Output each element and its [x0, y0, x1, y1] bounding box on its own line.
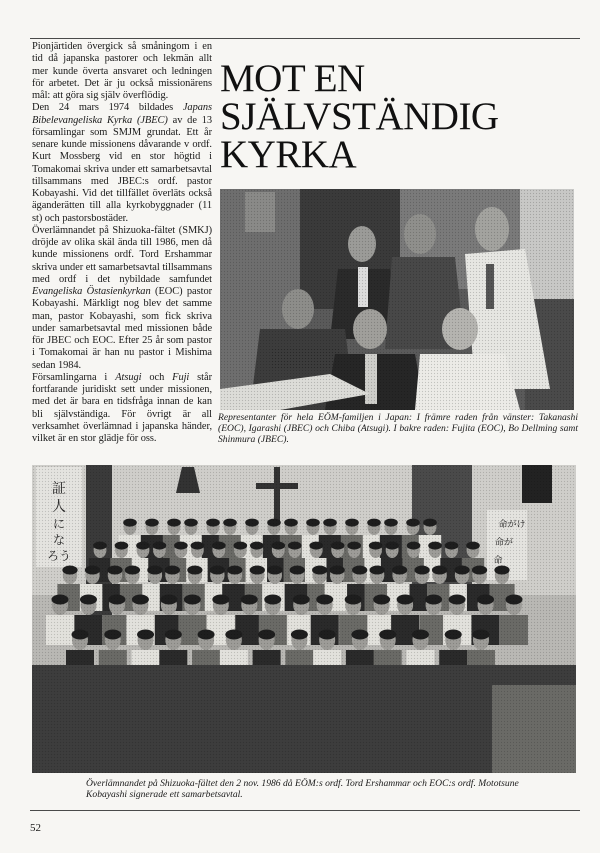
paragraph — [32, 102, 212, 225]
italic-text: Evangeliska Östasienkyrkan — [32, 286, 151, 297]
bottom-rule — [30, 810, 580, 811]
photo-caption: Överlämnandet på Shizuoka-fältet den 2 nov. 1986 då EÖM:s ordf. Tord Ershammar och EOC:s ordf. Mototsune Kobayashi signerade ett samarbetsavtal. — [86, 778, 519, 801]
text-segment: Församlingarna i — [32, 371, 116, 383]
page-number: 52 — [30, 822, 41, 834]
title-line: KYRKA — [220, 133, 357, 176]
text-segment: Pionjärtiden övergick så småningom i en tid då japanska pastorer och lekmän allt mer kunde överta ansvaret och ledningen för arbetet. Det är ju också missionärens mål: att göra sig själv överflödig. — [32, 41, 212, 101]
paragraph — [32, 372, 212, 446]
photo-congregation — [32, 465, 576, 773]
title-line: SJÄLVSTÄNDIG — [220, 95, 499, 138]
text-segment: står fortfarande juridiskt sett under missionen, med det är bara en tidsfråga innan de kan bli självständiga. För övrigt är all verksamhet överlämnad i japanska händer, vilket är en stor glädje för oss. — [32, 371, 212, 444]
photo-representatives — [220, 189, 574, 410]
article-title — [220, 57, 580, 176]
paragraph — [32, 225, 212, 372]
title-line: MOT EN — [220, 57, 365, 100]
paragraph — [32, 41, 212, 102]
italic-text: Atsugi — [115, 371, 142, 383]
text-segment: Överlämnandet på Shizuoka-fältet (SMKJ) dröjde av olika skäl ända till 1986, men då kunde missionens ordf. Tord Ershammar skriva under ett samarbetsavtal tillsammans med ordf i det nybildade samfundet — [32, 224, 212, 285]
italic-text: Fuji — [172, 371, 190, 383]
photo-representatives-image — [220, 189, 574, 410]
text-segment: och — [141, 371, 173, 383]
italic-text: Japans Bibelevangeliska Kyrka (JBEC) — [32, 102, 212, 126]
text-segment: Den 24 mars 1974 bildades — [32, 102, 183, 114]
text-segment: av de 13 församlingar som SMJM grundat. Ett år senare kunde missionens dåvarande v ordf. Kurt Mossberg vid en stor högtid i Tomakomai skriva under ett samarbetsavtal tillsammans med JBEC:s ordf. pastor Kobayashi. Vid det tillfället överläts också äganderätten till alla kyrkobyggnader (11 st) och pastorsbostäder. — [32, 114, 212, 224]
photo-congregation-image — [32, 465, 576, 773]
article-body — [32, 41, 212, 445]
text-segment: (EOC) pastor Kobayashi. Märkligt nog blev det samme man, pastor Kobayashi, som fick skriva under samarbetsavtal med missionen både för JBEC och EOC. Efter 25 år som pastor i Tomakomai är han nu pastor i Mishima sedan 1984. — [32, 286, 213, 371]
top-rule — [30, 38, 580, 39]
photo-caption: Representanter för hela EÖM-familjen i Japan: I främre raden från vänster: Takanashi (EOC), Igarashi (JBEC) och Chiba (Atsugi). I bakre raden: Fujita (EOC), Bo Dellming samt Shinmura (JBEC). — [218, 412, 578, 446]
